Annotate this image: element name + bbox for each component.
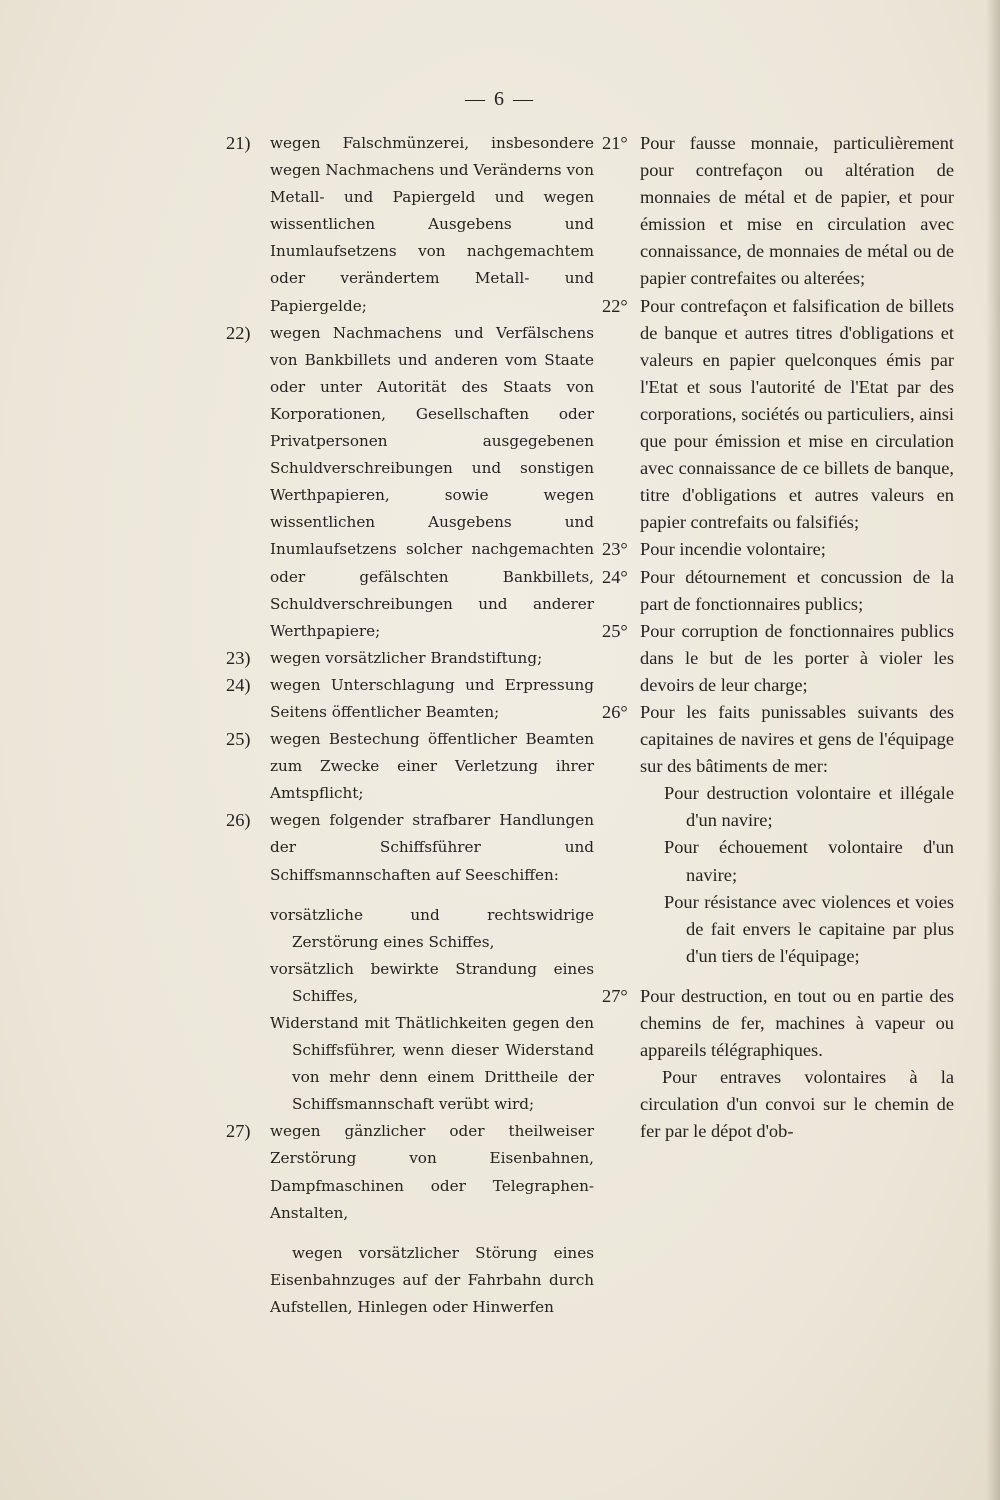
spacer: [226, 889, 594, 902]
german-sub-item: vorsätzlich bewirkte Strandung eines Schiffes,: [270, 959, 594, 1005]
german-column: [226, 130, 594, 1321]
french-sub-item: Pour résistance avec violences et voies de fait envers le capitaine par plus d'un tiers de l'équipage;: [664, 891, 954, 966]
french-entry-23: [602, 536, 954, 563]
german-entry-23: [226, 645, 594, 672]
german-entry-25: [226, 726, 594, 807]
entry-text: Pour corruption de fonctionnaires publics dans le but de les porter à violer les devoirs de leur charge;: [640, 620, 954, 695]
french-entry-26: [602, 699, 954, 780]
entry-text: wegen Falschmünzerei, insbesondere wegen Nachmachens und Veränderns von Metall- und Papiergeld und wegen wissentlichen Ausgebens und Inumlaufsetzens von nachgemachtem oder verändertem Metall- und Papiergelde;: [270, 134, 594, 315]
german-paragraph-27: wegen vorsätzlicher Störung eines Eisenbahnzuges auf der Fahrbahn durch Aufstellen, Hinlegen oder Hinwerfen: [270, 1243, 594, 1316]
french-entry-25: [602, 618, 954, 699]
german-entry-27: [226, 1118, 594, 1226]
entry-text: Pour contrefaçon et falsification de billets de banque et autres titres d'obligations et valeurs en papier quelconques émis par l'Etat et sous l'autorité de l'Etat par des corporations, sociétés ou particuliers, ainsi que pour émission et mise en circulation avec connaissance de ce billets de banque, titre d'obligations et autres valeurs en papier contrefaits ou falsifiés;: [640, 295, 954, 533]
entry-number: 26): [226, 810, 251, 831]
entry-number: 23°: [602, 539, 628, 560]
entry-number: 27°: [602, 985, 628, 1006]
entry-number: 25): [226, 729, 251, 750]
french-sub-item: Pour destruction volontaire et illégale d'un navire;: [664, 783, 954, 831]
entry-number: 21): [226, 133, 251, 153]
page-number: — 6 —: [465, 88, 535, 110]
entry-text: Pour destruction, en tout ou en partie des chemins de fer, machines à vapeur ou appareils télégraphiques.: [640, 985, 954, 1061]
entry-text: Pour fausse monnaie, particulièrement pour contrefaçon ou altération de monnaies de métal et de papier, et pour émission et mise en circulation avec connaissance, de monnaies de métal ou de papier contrefaites ou alterées;: [640, 133, 954, 289]
entry-text: wegen gänzlicher oder theilweiser Zerstörung von Eisenbahnen, Dampfmaschinen oder Telegraphen-Anstalten,: [270, 1122, 594, 1222]
entry-text: Pour incendie volontaire;: [640, 539, 826, 560]
german-entry-26: [226, 807, 594, 888]
entry-number: 23): [226, 647, 251, 668]
entry-text: wegen vorsätzlicher Brandstiftung;: [270, 648, 543, 667]
german-sub-item: Widerstand mit Thätlichkeiten gegen den Schiffsführer, wenn dieser Widerstand von mehr denn einem Drittheile der Schiffsmannschaft verübt wird;: [270, 1014, 594, 1114]
french-paragraph-27: Pour entraves volontaires à la circulation d'un convoi sur le chemin de fer par le dépot d'ob-: [640, 1067, 954, 1142]
entry-number: 26°: [602, 701, 628, 722]
french-column: [602, 130, 954, 1145]
entry-text: wegen Bestechung öffentlicher Beamten zum Zwecke einer Verletzung ihrer Amtspflicht;: [270, 730, 594, 803]
french-entry-24: [602, 564, 954, 618]
entry-text: wegen folgender strafbarer Handlungen der Schiffsführer und Schiffsmannschaften auf Seeschiffen:: [270, 811, 594, 884]
entry-text: Pour détournement et concussion de la part de fonctionnaires publics;: [640, 566, 954, 614]
spacer: [602, 970, 954, 983]
spacer: [226, 1227, 594, 1240]
german-entry-22: [226, 320, 594, 645]
french-entry-27: [602, 983, 954, 1064]
entry-text: Pour les faits punissables suivants des capitaines de navires et gens de l'équipage sur des bâtiments de mer:: [640, 701, 954, 777]
french-entry-21: [602, 130, 954, 293]
entry-number: 25°: [602, 620, 628, 641]
page-edge-shadow: [986, 0, 1000, 1500]
entry-number: 24°: [602, 566, 628, 587]
entry-text: wegen Unterschlagung und Erpressung Seitens öffentlicher Beamten;: [270, 675, 594, 721]
entry-number: 22): [226, 322, 251, 343]
german-sub-item: vorsätzliche und rechtswidrige Zerstörung eines Schiffes,: [270, 905, 594, 951]
german-entry-21: [226, 130, 594, 320]
entry-number: 24): [226, 674, 251, 695]
entry-number: 27): [226, 1121, 251, 1142]
french-sub-item: Pour échouement volontaire d'un navire;: [664, 837, 954, 885]
german-entry-24: [226, 672, 594, 726]
french-entry-22: [602, 293, 954, 537]
entry-number: 21°: [602, 133, 628, 153]
entry-text: wegen Nachmachens und Verfälschens von Bankbillets und anderen vom Staate oder unter Autorität des Staats von Korporationen, Gesellschaften oder Privatpersonen ausgegebenen Schuldverschreibungen und sonstigen Werthpapieren, sowie wegen wissentlichen Ausgebens und Inumlaufsetzens solcher nachgemachten oder gefälschten Bankbillets, Schuldverschreibungen und anderer Werthpapiere;: [270, 323, 594, 640]
entry-number: 22°: [602, 295, 628, 316]
